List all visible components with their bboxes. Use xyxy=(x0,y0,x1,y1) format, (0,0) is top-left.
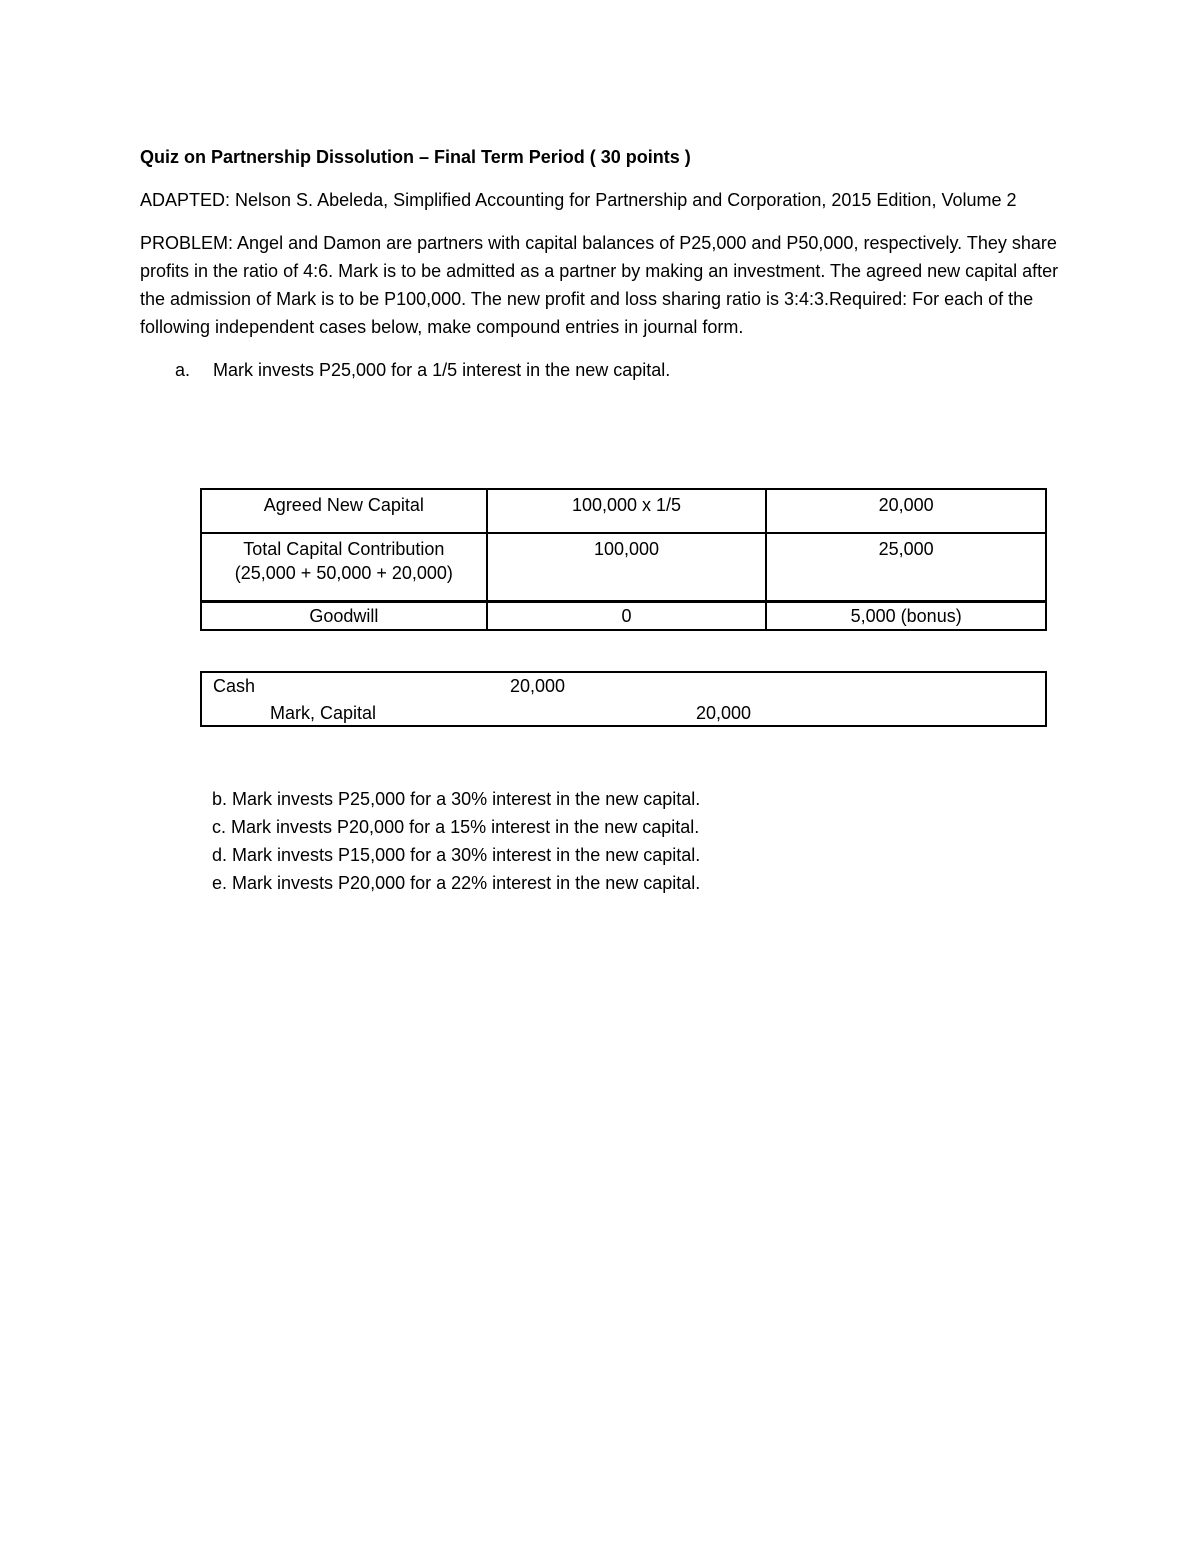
table-cell: 100,000 x 1/5 xyxy=(487,489,767,533)
list-item: c. Mark invests P20,000 for a 15% interest in the new capital. xyxy=(212,817,700,837)
table-cell: 100,000 xyxy=(487,533,767,602)
journal-debit-amount: 20,000 xyxy=(510,676,566,696)
table-cell: 20,000 xyxy=(766,489,1046,533)
journal-credit-amount: 20,000 xyxy=(696,703,752,723)
table-row xyxy=(201,602,1046,631)
other-cases-list xyxy=(212,785,700,897)
table-cell xyxy=(201,533,487,602)
document-title: Quiz on Partnership Dissolution – Final Term Period ( 30 points ) xyxy=(140,147,691,167)
adapted-source: ADAPTED: Nelson S. Abeleda, Simplified Accounting for Partnership and Corporation, 2015 Edition, Volume 2 xyxy=(140,190,1017,210)
table-cell-line: Total Capital Contribution xyxy=(243,539,445,559)
journal-line-credit xyxy=(202,700,1045,727)
case-a xyxy=(140,356,1060,384)
journal-entry-box xyxy=(200,671,1047,727)
computation-table xyxy=(200,488,1047,631)
table-cell: 0 xyxy=(487,602,767,631)
list-item: b. Mark invests P25,000 for a 30% interest in the new capital. xyxy=(212,789,701,809)
table-row xyxy=(201,533,1046,602)
problem-statement: PROBLEM: Angel and Damon are partners with capital balances of P25,000 and P50,000, respectively. They share profits in the ratio of 4:6. Mark is to be admitted as a partner by making an investment. The agreed new capital after the admission of Mark is to be P100,000. The new profit and loss sharing ratio is 3:4:3.Required: For each of the following independent cases below, make compound entries in journal form. xyxy=(140,233,1059,337)
case-a-text: Mark invests P25,000 for a 1/5 interest in the new capital. xyxy=(213,360,671,380)
case-a-marker: a. xyxy=(175,360,191,380)
journal-account: Cash xyxy=(213,676,256,696)
table-cell-line: (25,000 + 50,000 + 20,000) xyxy=(234,563,453,583)
list-item: d. Mark invests P15,000 for a 30% interest in the new capital. xyxy=(212,845,701,865)
table-cell: 5,000 (bonus) xyxy=(766,602,1046,631)
table-cell: Goodwill xyxy=(201,602,487,631)
table-cell: 25,000 xyxy=(766,533,1046,602)
list-item: e. Mark invests P20,000 for a 22% interest in the new capital. xyxy=(212,873,701,893)
journal-line-debit xyxy=(202,673,1045,700)
journal-account: Mark, Capital xyxy=(270,703,377,723)
table-row xyxy=(201,489,1046,533)
document-body xyxy=(140,143,1060,384)
table-cell: Agreed New Capital xyxy=(201,489,487,533)
